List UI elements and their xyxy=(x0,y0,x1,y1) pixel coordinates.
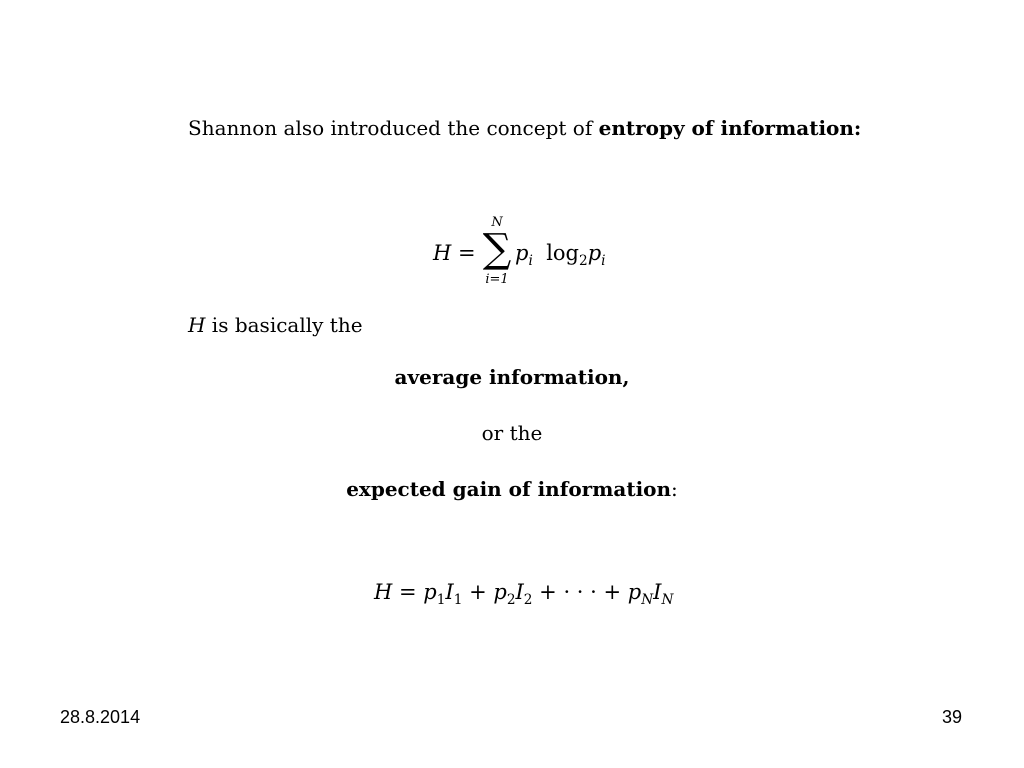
sigma-symbol: ∑ xyxy=(482,226,512,272)
ev-lhs: H xyxy=(374,580,393,604)
sum-lower-limit xyxy=(481,273,513,287)
ev-p2-sub: 2 xyxy=(506,591,516,608)
log-arg-p: p xyxy=(587,241,602,265)
ev-plus-1: + xyxy=(462,580,494,604)
ev-plus-3: + xyxy=(596,580,628,604)
ev-dots: · · · xyxy=(563,580,597,604)
footer-date: 28.8.2014 xyxy=(60,707,141,727)
expected-gain-bold: expected gain of information xyxy=(346,477,672,501)
ev-in: I xyxy=(653,580,662,604)
ev-pn-sub: N xyxy=(641,591,654,608)
term-p: p xyxy=(515,241,529,265)
ev-pn: p xyxy=(627,580,642,604)
average-information: average information, xyxy=(394,365,630,389)
entropy-lhs-var: H xyxy=(433,241,452,265)
log-base: 2 xyxy=(579,252,588,269)
entropy-equals: = xyxy=(458,241,476,265)
expected-value-formula xyxy=(374,579,674,608)
log-arg-sub: i xyxy=(601,252,606,269)
ev-equals: = xyxy=(392,580,424,604)
page-number: 39 xyxy=(941,707,962,727)
ev-p1: p xyxy=(423,580,437,604)
intro-text: Shannon also introduced the concept of xyxy=(188,116,599,140)
intro-bold-term: entropy of information: xyxy=(598,116,862,140)
h-variable: H xyxy=(188,313,206,337)
entropy-formula-rhs xyxy=(515,240,606,269)
term-p-sub: i xyxy=(528,252,533,269)
ev-i1-sub: 1 xyxy=(453,591,463,608)
ev-p1-sub: 1 xyxy=(436,591,446,608)
log-word: log xyxy=(546,241,579,265)
ev-i2-sub: 2 xyxy=(523,591,533,608)
summation xyxy=(481,214,513,294)
or-the: or the xyxy=(481,421,543,445)
ev-i1: I xyxy=(445,580,454,604)
intro-sentence xyxy=(188,116,861,140)
ev-in-sub: N xyxy=(661,591,674,608)
sum-upper-limit: N xyxy=(491,215,503,230)
expected-colon: : xyxy=(671,477,678,501)
sum-lower-text: i=1 xyxy=(485,272,509,287)
ev-plus-2: + xyxy=(532,580,564,604)
entropy-formula xyxy=(433,214,613,294)
expected-gain-line xyxy=(0,477,1024,501)
entropy-formula-lhs xyxy=(433,240,476,266)
ev-i2: I xyxy=(515,580,524,604)
h-description xyxy=(188,313,363,337)
ev-p2: p xyxy=(493,580,507,604)
h-description-text: is basically the xyxy=(205,313,363,337)
